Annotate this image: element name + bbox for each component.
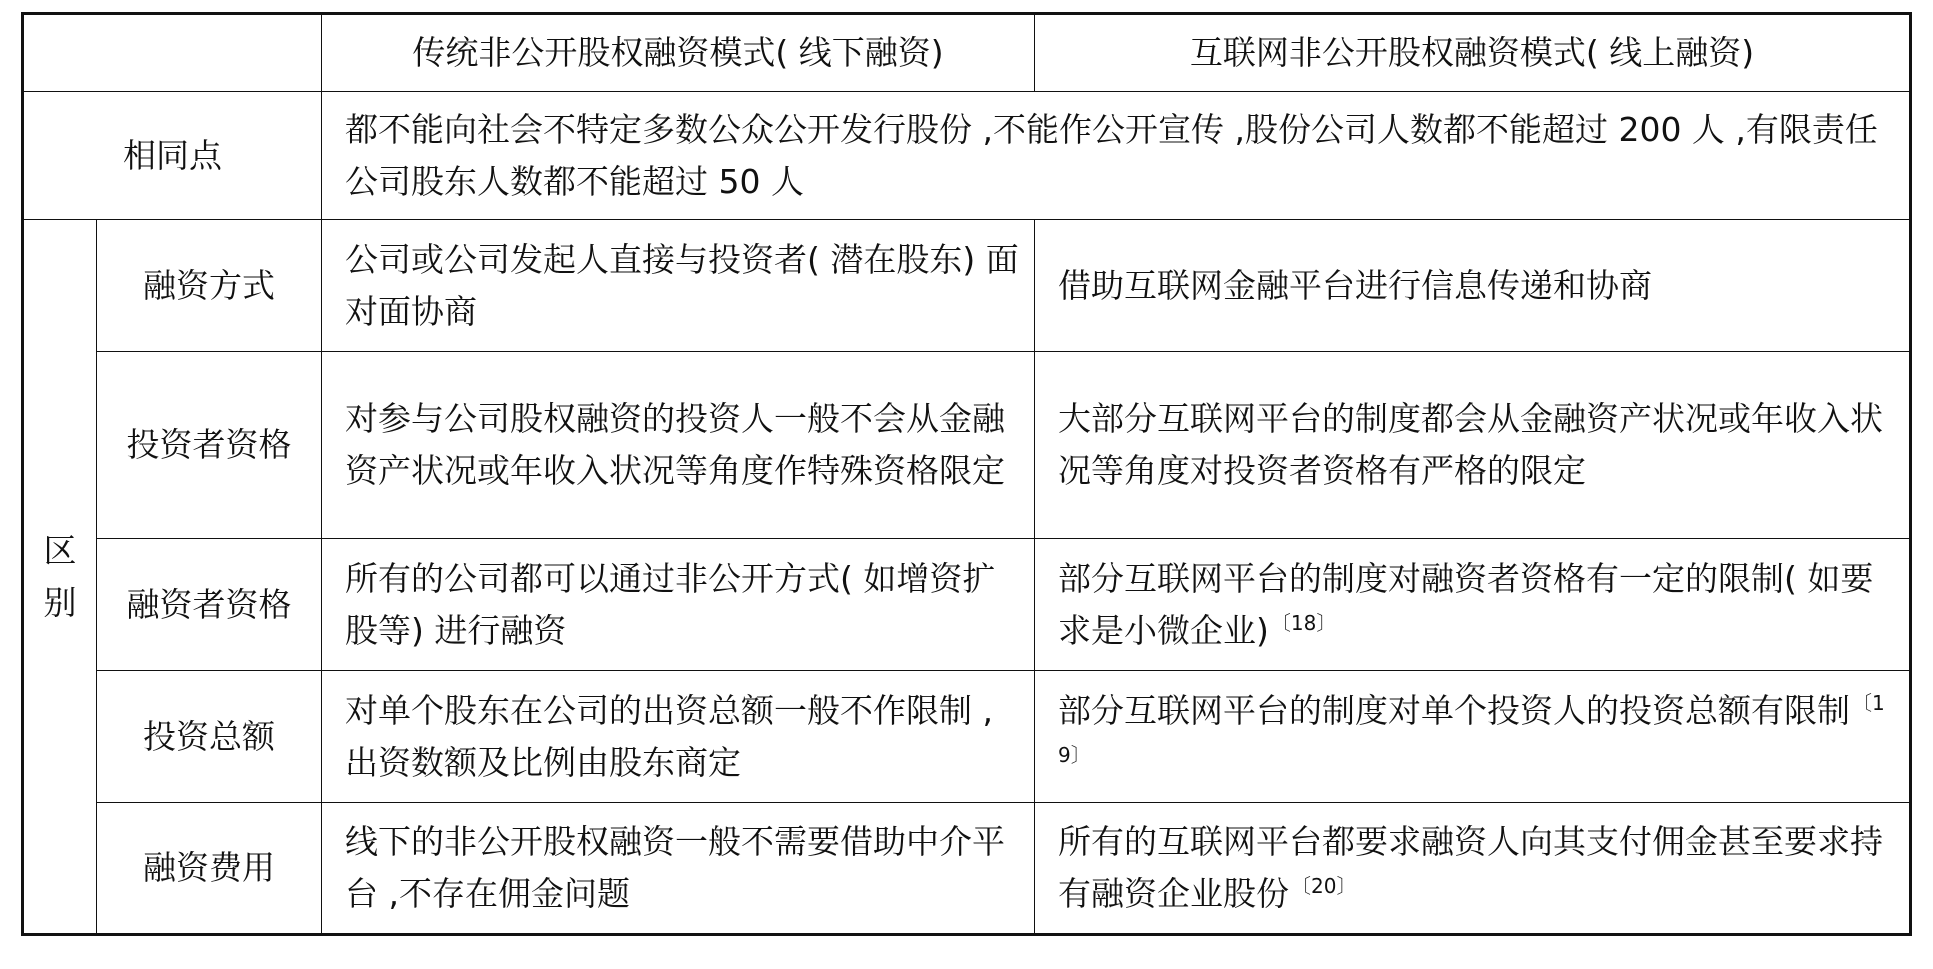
internet-cell (1035, 803, 1911, 935)
internet-text: 借助互联网金融平台进行信息传递和协商 (1058, 265, 1652, 305)
internet-text: 部分互联网平台的制度对融资者资格有一定的限制( 如要求是小微企业) (1058, 558, 1874, 650)
diff-row-investor-qualification (23, 352, 1911, 539)
row-label: 投资总额 (97, 671, 322, 803)
row-label: 融资者资格 (97, 539, 322, 671)
similarity-label: 相同点 (23, 92, 322, 220)
group-label-char-1: 区 (43, 530, 77, 570)
footnote-ref: 〔20〕 (1291, 874, 1357, 898)
internet-cell (1035, 220, 1911, 352)
internet-text: 部分互联网平台的制度对单个投资人的投资总额有限制 (1058, 690, 1850, 730)
diff-row-investment-total (23, 671, 1911, 803)
traditional-cell: 公司或公司发起人直接与投资者( 潜在股东) 面对面协商 (322, 220, 1035, 352)
internet-cell (1035, 539, 1911, 671)
row-label: 融资方式 (97, 220, 322, 352)
internet-cell (1035, 352, 1911, 539)
diff-row-financing-cost (23, 803, 1911, 935)
internet-cell (1035, 671, 1911, 803)
header-traditional: 传统非公开股权融资模式( 线下融资) (322, 14, 1035, 92)
internet-text: 大部分互联网平台的制度都会从金融资产状况或年收入状况等角度对投资者资格有严格的限定 (1058, 399, 1883, 490)
diff-row-financing-method (23, 220, 1911, 352)
footnote-ref: 〔18〕 (1270, 610, 1337, 635)
header-internet: 互联网非公开股权融资模式( 线上融资) (1035, 14, 1911, 92)
group-label-char-2: 别 (43, 582, 77, 622)
comparison-table (21, 12, 1912, 936)
internet-text: 所有的互联网平台都要求融资人向其支付佣金甚至要求持有融资企业股份 (1058, 822, 1883, 913)
header-row (23, 14, 1911, 92)
differences-group-label (23, 220, 97, 935)
traditional-cell: 所有的公司都可以通过非公开方式( 如增资扩股等) 进行融资 (322, 539, 1035, 671)
row-label: 融资费用 (97, 803, 322, 935)
footnote-ref: 〔19〕 (1058, 690, 1885, 767)
similarity-row (23, 92, 1911, 220)
diff-row-financier-qualification (23, 539, 1911, 671)
row-label: 投资者资格 (97, 352, 322, 539)
traditional-cell: 对单个股东在公司的出资总额一般不作限制 ,出资数额及比例由股东商定 (322, 671, 1035, 803)
traditional-cell: 对参与公司股权融资的投资人一般不会从金融资产状况或年收入状况等角度作特殊资格限定 (322, 352, 1035, 539)
traditional-cell: 线下的非公开股权融资一般不需要借助中介平台 ,不存在佣金问题 (322, 803, 1035, 935)
header-corner-cell (23, 14, 322, 92)
similarity-text: 都不能向社会不特定多数公众公开发行股份 ,不能作公开宣传 ,股份公司人数都不能超过 200 人 ,有限责任公司股东人数都不能超过 50 人 (322, 92, 1911, 220)
